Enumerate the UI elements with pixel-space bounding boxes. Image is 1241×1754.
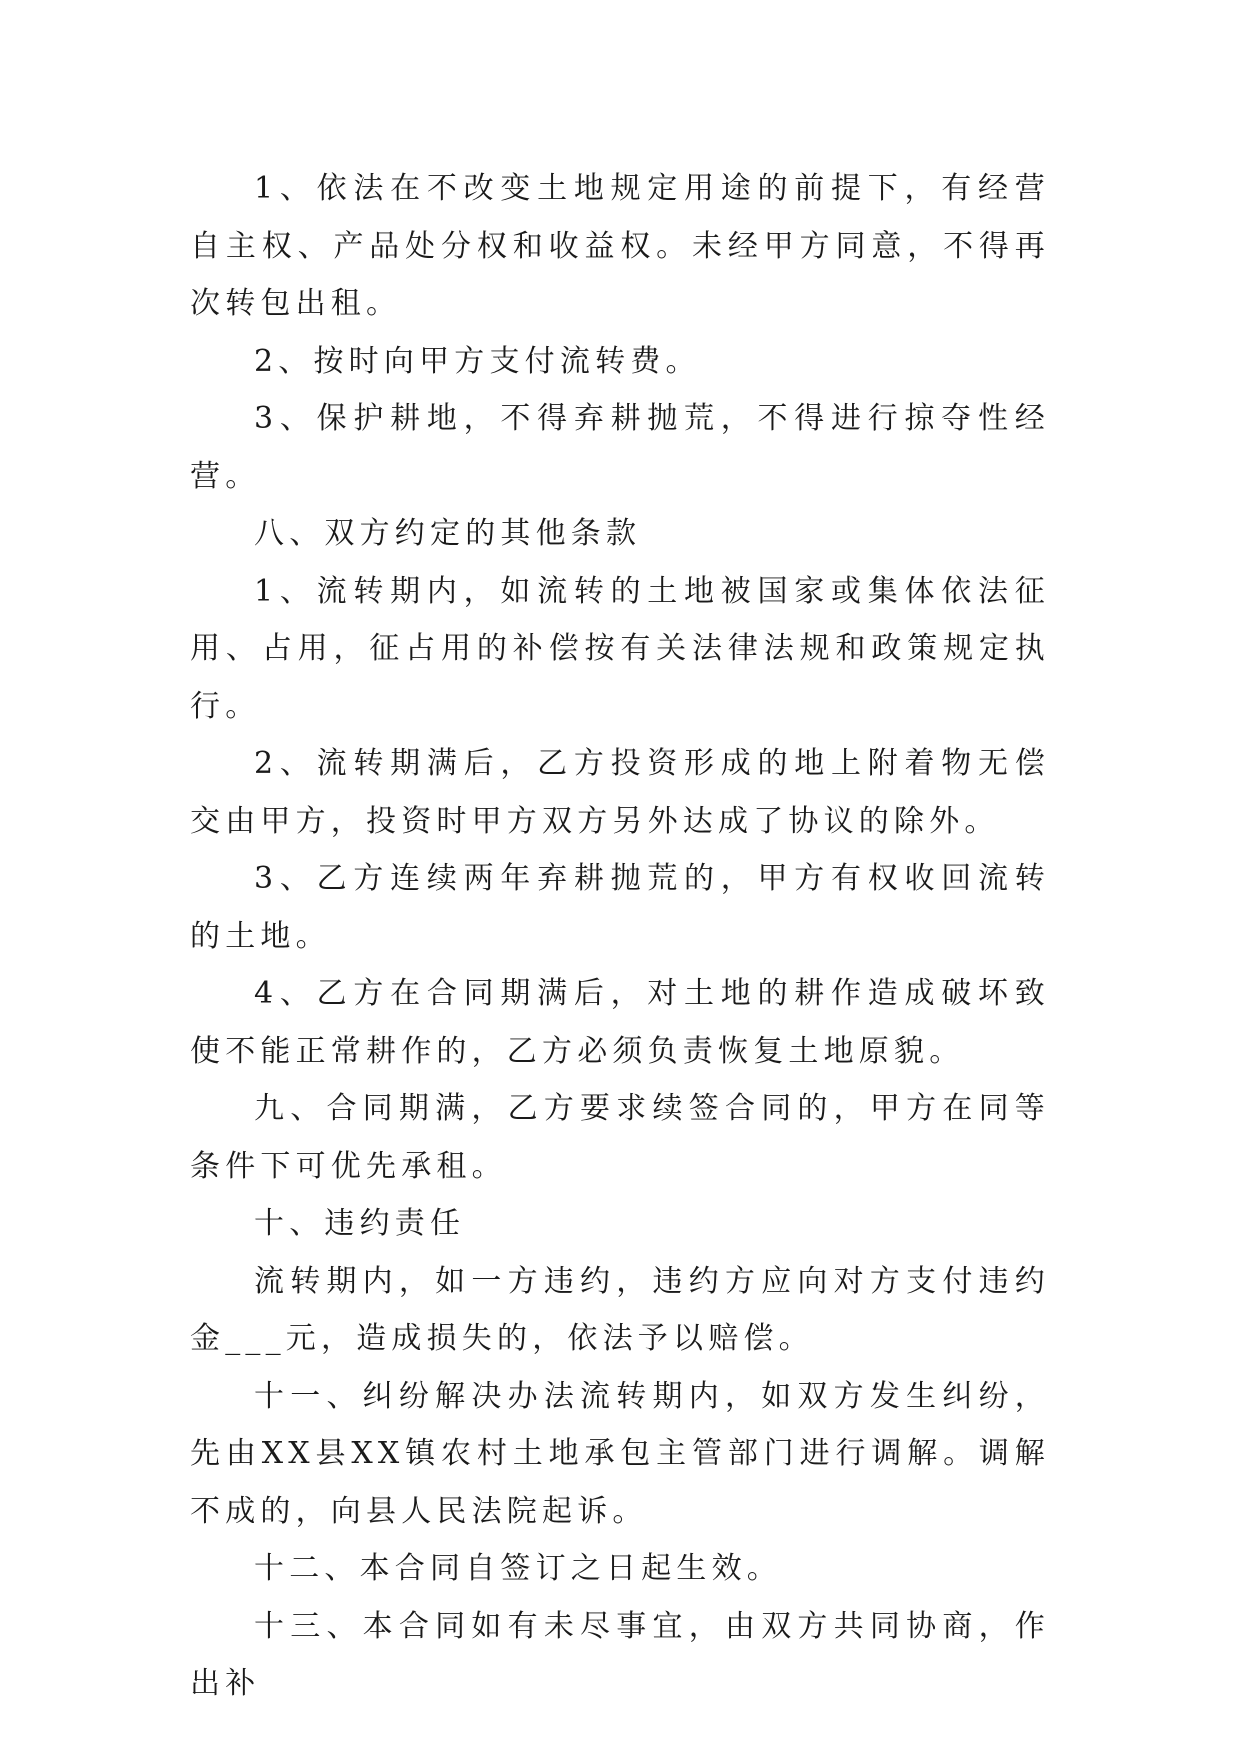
section-heading-8: 八、双方约定的其他条款 [254,516,642,551]
paragraph-right-1: 1、依法在不改变土地规定用途的前提下，有经营自主权、产品处分权和收益权。未经甲方同意，不得再次转包出租。 [190,171,1050,321]
paragraph-right-2: 2、按时向甲方支付流转费。 [254,343,701,379]
section-heading-10: 十、违约责任 [254,1206,466,1241]
paragraph-other-4: 4、乙方在合同期满后，对土地的耕作造成破坏致使不能正常耕作的，乙方必须负责恢复土地原貌。 [190,976,1050,1069]
section-13-supplement: 十三、本合同如有未尽事宜，由双方共同协商，作出补 [190,1608,1050,1701]
paragraph-breach: 流转期内，如一方违约，违约方应向对方支付违约金___元，造成损失的，依法予以赔偿。 [190,1263,1050,1356]
paragraph-other-1: 1、流转期内，如流转的土地被国家或集体依法征用、占用，征占用的补偿按有关法律法规和政策规定执行。 [190,573,1050,724]
document-body [190,160,1050,1713]
paragraph-other-2: 2、流转期满后，乙方投资形成的地上附着物无偿交由甲方，投资时甲方双方另外达成了协议的除外。 [190,746,1050,839]
paragraph-right-3: 3、保护耕地，不得弃耕抛荒，不得进行掠夺性经营。 [190,401,1050,494]
section-12-effective: 十二、本合同自签订之日起生效。 [254,1551,782,1586]
paragraph-other-3: 3、乙方连续两年弃耕抛荒的，甲方有权收回流转的土地。 [190,861,1050,954]
section-11-dispute: 十一、纠纷解决办法流转期内，如双方发生纠纷，先由XX县XX镇农村土地承包主管部门进行调解。调解不成的，向县人民法院起诉。 [190,1378,1050,1529]
section-9-renewal: 九、合同期满，乙方要求续签合同的，甲方在同等条件下可优先承租。 [190,1091,1050,1184]
